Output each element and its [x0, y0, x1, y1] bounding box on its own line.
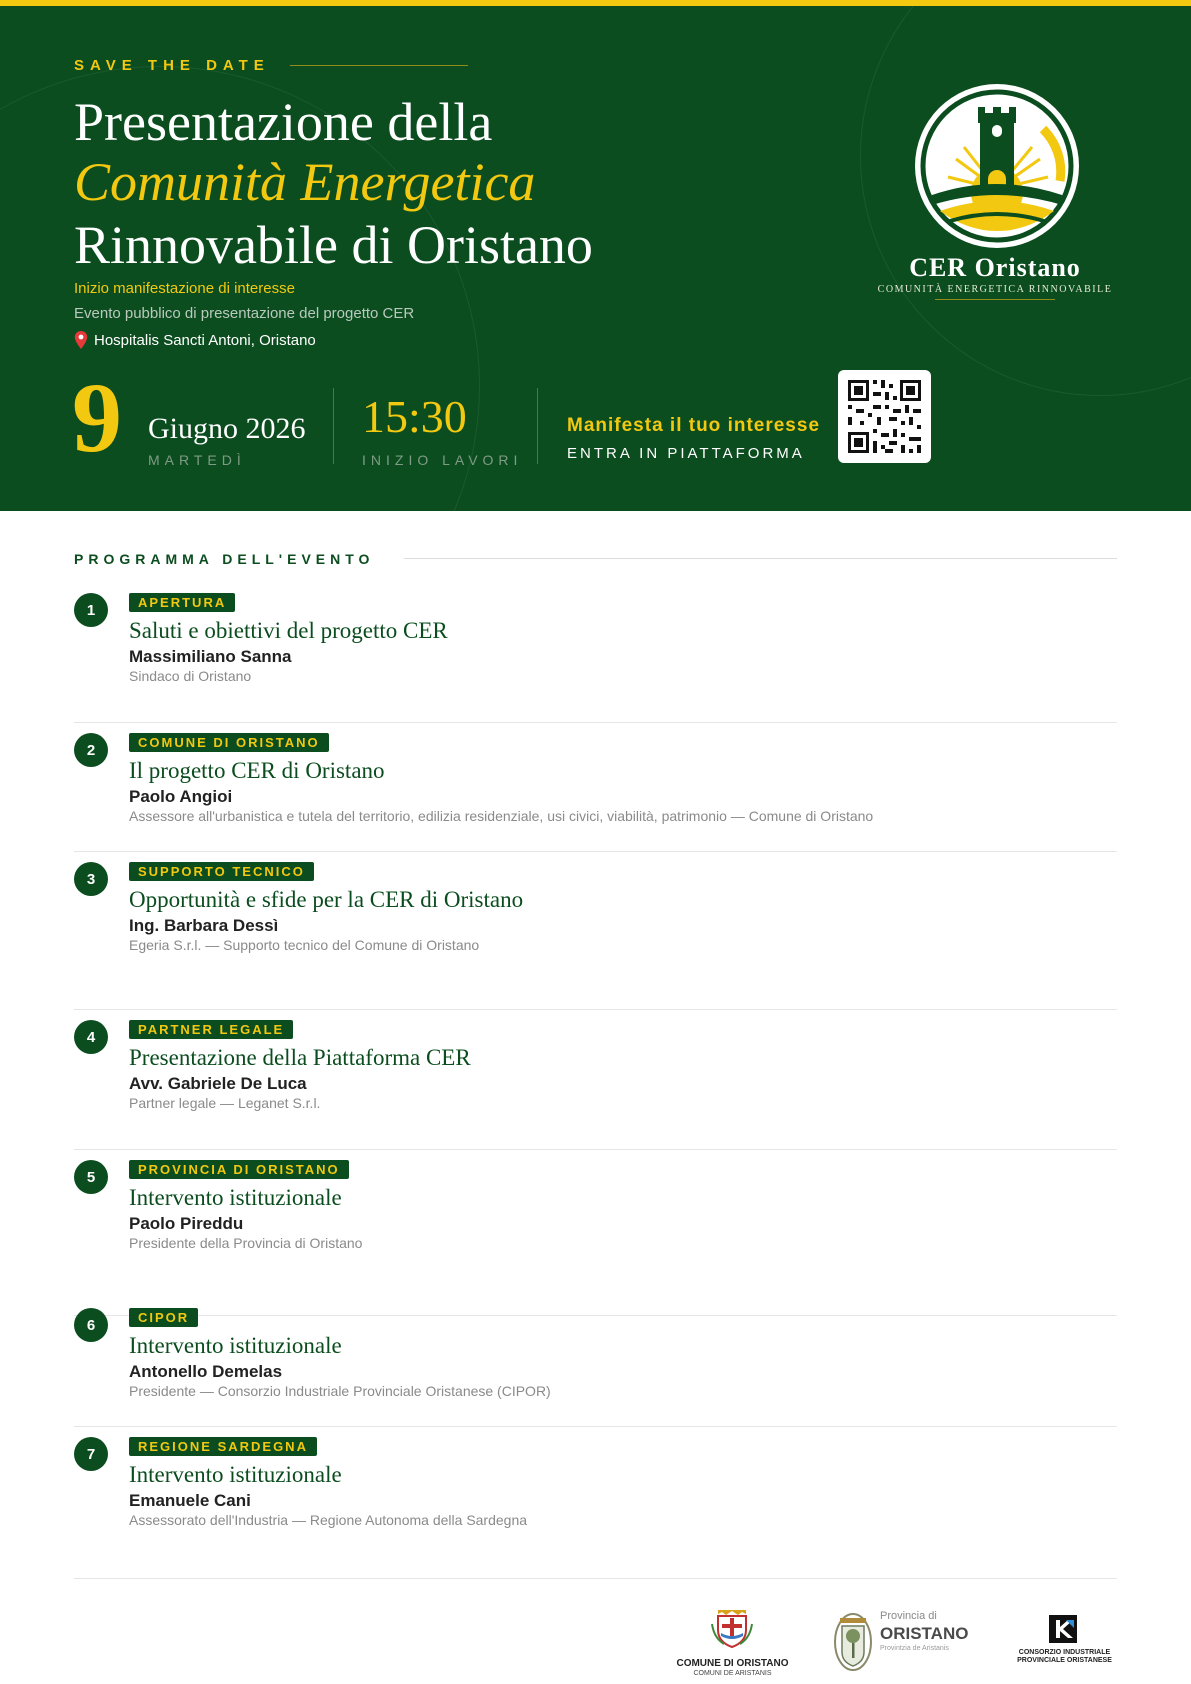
event-time-label: INIZIO LAVORI — [362, 452, 523, 468]
item-title: Intervento istituzionale — [129, 1185, 342, 1210]
hero-banner — [0, 6, 1191, 511]
comune-subname: COMUNI DE ARISTANIS — [693, 1670, 772, 1677]
item-tag: CIPOR — [129, 1308, 198, 1327]
program-item — [74, 1308, 1117, 1408]
program-item — [74, 593, 1117, 693]
item-title: Il progetto CER di Oristano — [129, 758, 385, 783]
item-tag: PARTNER LEGALE — [129, 1020, 293, 1039]
eyebrow-rule — [290, 65, 468, 66]
item-speaker: Emanuele Cani — [129, 1491, 251, 1510]
location-pin-icon — [74, 331, 88, 349]
time-divider — [537, 388, 538, 464]
item-tag: COMUNE DI ORISTANO — [129, 733, 329, 752]
consorzio-line1: CONSORZIO INDUSTRIALE — [1018, 1649, 1111, 1656]
item-divider — [74, 1149, 1117, 1150]
item-role: Egeria S.r.l. — Supporto tecnico del Comune di Oristano — [129, 937, 480, 953]
item-number: 4 — [74, 1020, 108, 1054]
consorzio-logo — [1012, 1614, 1117, 1674]
cer-oristano-logo-icon — [912, 81, 1082, 251]
comune-oristano-logo — [665, 1602, 800, 1682]
item-divider — [74, 851, 1117, 852]
item-number: 6 — [74, 1308, 108, 1342]
item-speaker: Paolo Pireddu — [129, 1214, 244, 1233]
item-role: Sindaco di Oristano — [129, 668, 252, 684]
title-line-3: Rinnovabile di Oristano — [74, 215, 593, 275]
item-title: Intervento istituzionale — [129, 1333, 342, 1358]
qr-code-icon — [838, 370, 931, 463]
event-time: 15:30 — [362, 391, 467, 442]
item-role: Presidente della Provincia di Oristano — [129, 1235, 363, 1251]
location-text: Hospitalis Sancti Antoni, Oristano — [94, 331, 316, 349]
item-role: Assessore all'urbanistica e tutela del territorio, edilizia residenziale, usi civici, viabilità, patrimonio — Comune di Oristano — [129, 808, 874, 824]
item-tag: REGIONE SARDEGNA — [129, 1437, 317, 1456]
title-line-2: Comunità Energetica — [74, 152, 536, 212]
footer-rule — [74, 1578, 1117, 1579]
item-title: Intervento istituzionale — [129, 1462, 342, 1487]
event-description: Evento pubblico di presentazione del progetto CER — [74, 305, 415, 322]
item-speaker: Paolo Angioi — [129, 787, 233, 806]
provincia-crest-icon — [832, 1608, 874, 1674]
item-role: Partner legale — Leganet S.r.l. — [129, 1095, 321, 1111]
comune-crest-icon — [708, 1602, 756, 1650]
save-the-date-label: SAVE THE DATE — [74, 57, 270, 74]
item-divider — [74, 1426, 1117, 1427]
brand-name: CER Oristano — [909, 253, 1081, 282]
item-divider — [74, 722, 1117, 723]
item-title: Presentazione della Piattaforma CER — [129, 1045, 471, 1070]
provincia-name: ORISTANO — [880, 1624, 969, 1643]
item-number: 1 — [74, 593, 108, 627]
cta-title[interactable]: Manifesta il tuo interesse — [567, 415, 821, 436]
consorzio-mark-icon — [1048, 1614, 1078, 1644]
event-month-year: Giugno 2026 — [148, 412, 306, 445]
event-weekday: MARTEDÌ — [148, 452, 246, 468]
provincia-oristano-logo — [832, 1608, 972, 1678]
brand-tagline: COMUNITÀ ENERGETICA RINNOVABILE — [877, 284, 1113, 295]
event-day: 9 — [72, 362, 122, 473]
item-role: Presidente — Consorzio Industriale Provinciale Oristanese (CIPOR) — [129, 1383, 551, 1399]
item-speaker: Ing. Barbara Dessì — [129, 916, 279, 935]
event-subtitle: Inizio manifestazione di interesse — [74, 280, 295, 297]
item-tag: SUPPORTO TECNICO — [129, 862, 314, 881]
program-item — [74, 1020, 1117, 1120]
item-number: 3 — [74, 862, 108, 896]
item-speaker: Avv. Gabriele De Luca — [129, 1074, 307, 1093]
provincia-subname: Provintzia de Aristanis — [880, 1645, 949, 1652]
provincia-prefix: Provincia di — [880, 1610, 937, 1622]
item-speaker: Massimiliano Sanna — [129, 647, 292, 666]
comune-name: COMUNE DI ORISTANO — [676, 1658, 789, 1669]
program-heading: PROGRAMMA DELL'EVENTO — [74, 551, 375, 567]
item-speaker: Antonello Demelas — [129, 1362, 283, 1381]
item-title: Saluti e obiettivi del progetto CER — [129, 618, 448, 643]
event-location — [74, 331, 316, 349]
program-item — [74, 733, 1117, 833]
item-number: 2 — [74, 733, 108, 767]
item-role: Assessorato dell'Industria — Regione Autonoma della Sardegna — [129, 1512, 528, 1528]
item-title: Opportunità e sfide per la CER di Oristano — [129, 887, 524, 912]
item-divider — [74, 1009, 1117, 1010]
item-number: 7 — [74, 1437, 108, 1471]
program-item — [74, 1160, 1117, 1260]
qr-code[interactable] — [838, 370, 931, 463]
item-tag: APERTURA — [129, 593, 235, 612]
consorzio-line2: PROVINCIALE ORISTANESE — [1017, 1657, 1112, 1664]
date-divider — [333, 388, 334, 464]
program-item — [74, 862, 1117, 962]
title-line-1: Presentazione della — [74, 92, 493, 152]
item-number: 5 — [74, 1160, 108, 1194]
program-heading-rule — [404, 558, 1117, 559]
program-item — [74, 1437, 1117, 1537]
cta-platform-link[interactable]: ENTRA IN PIATTAFORMA — [567, 445, 805, 462]
brand-rule — [935, 299, 1055, 300]
item-tag: PROVINCIA DI ORISTANO — [129, 1160, 349, 1179]
